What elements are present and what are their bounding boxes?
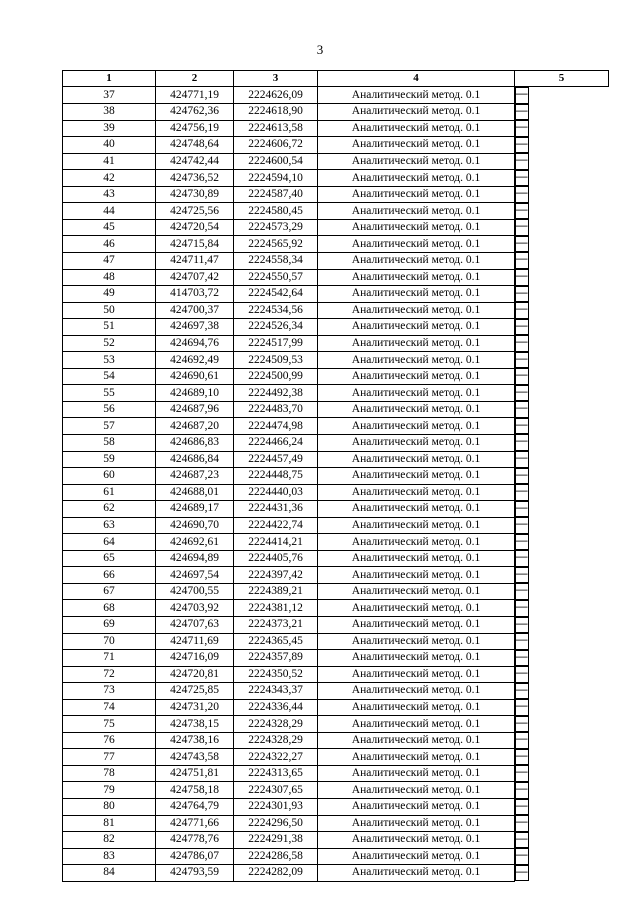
x-coordinate-cell: 424771,66	[156, 815, 234, 832]
accuracy-cell: —	[515, 219, 529, 236]
accuracy-cell: —	[515, 104, 529, 121]
point-number-cell: 54	[63, 368, 156, 385]
accuracy-cell: —	[515, 617, 529, 634]
y-coordinate-cell: 2224405,76	[234, 550, 318, 567]
y-coordinate-cell: 2224558,34	[234, 252, 318, 269]
accuracy-cell: —	[515, 832, 529, 849]
coordinates-table	[62, 70, 609, 882]
point-number-cell: 56	[63, 401, 156, 418]
y-coordinate-cell: 2224313,65	[234, 765, 318, 782]
accuracy-cell: —	[515, 732, 529, 749]
point-number-cell: 84	[63, 865, 156, 882]
point-number-cell: 77	[63, 749, 156, 766]
method-cell: Аналитический метод. 0.1	[318, 683, 515, 700]
accuracy-cell: —	[515, 87, 529, 104]
point-number-cell: 57	[63, 418, 156, 435]
table-row	[63, 600, 609, 617]
table-row	[63, 186, 609, 203]
table-row	[63, 319, 609, 336]
point-number-cell: 82	[63, 832, 156, 849]
point-number-cell: 40	[63, 137, 156, 154]
accuracy-cell: —	[515, 683, 529, 700]
x-coordinate-cell: 424742,44	[156, 153, 234, 170]
y-coordinate-cell: 2224600,54	[234, 153, 318, 170]
y-coordinate-cell: 2224296,50	[234, 815, 318, 832]
x-coordinate-cell: 424751,81	[156, 765, 234, 782]
point-number-cell: 53	[63, 352, 156, 369]
x-coordinate-cell: 424771,19	[156, 87, 234, 104]
method-cell: Аналитический метод. 0.1	[318, 600, 515, 617]
accuracy-cell: —	[515, 252, 529, 269]
x-coordinate-cell: 424758,18	[156, 782, 234, 799]
point-number-cell: 72	[63, 666, 156, 683]
method-cell: Аналитический метод. 0.1	[318, 716, 515, 733]
method-cell: Аналитический метод. 0.1	[318, 120, 515, 137]
table-row	[63, 583, 609, 600]
method-cell: Аналитический метод. 0.1	[318, 832, 515, 849]
point-number-cell: 69	[63, 617, 156, 634]
table-row	[63, 401, 609, 418]
y-coordinate-cell: 2224291,38	[234, 832, 318, 849]
table-row	[63, 699, 609, 716]
point-number-cell: 51	[63, 319, 156, 336]
x-coordinate-cell: 424738,16	[156, 732, 234, 749]
point-number-cell: 63	[63, 517, 156, 534]
table-row	[63, 865, 609, 882]
x-coordinate-cell: 424692,61	[156, 534, 234, 551]
method-cell: Аналитический метод. 0.1	[318, 451, 515, 468]
table-row	[63, 451, 609, 468]
table-row	[63, 534, 609, 551]
table-row	[63, 782, 609, 799]
y-coordinate-cell: 2224328,29	[234, 732, 318, 749]
method-cell: Аналитический метод. 0.1	[318, 319, 515, 336]
x-coordinate-cell: 424686,83	[156, 434, 234, 451]
accuracy-cell: —	[515, 385, 529, 402]
y-coordinate-cell: 2224517,99	[234, 335, 318, 352]
table-row	[63, 550, 609, 567]
x-coordinate-cell: 424688,01	[156, 484, 234, 501]
x-coordinate-cell: 424694,76	[156, 335, 234, 352]
x-coordinate-cell: 424689,10	[156, 385, 234, 402]
x-coordinate-cell: 424687,96	[156, 401, 234, 418]
table-row	[63, 252, 609, 269]
y-coordinate-cell: 2224389,21	[234, 583, 318, 600]
point-number-cell: 66	[63, 567, 156, 584]
method-cell: Аналитический метод. 0.1	[318, 269, 515, 286]
method-cell: Аналитический метод. 0.1	[318, 732, 515, 749]
table-row	[63, 749, 609, 766]
table-row	[63, 286, 609, 303]
column-header-1: 1	[63, 71, 156, 87]
point-number-cell: 62	[63, 501, 156, 518]
y-coordinate-cell: 2224440,03	[234, 484, 318, 501]
y-coordinate-cell: 2224587,40	[234, 186, 318, 203]
accuracy-cell: —	[515, 203, 529, 220]
accuracy-cell: —	[515, 418, 529, 435]
y-coordinate-cell: 2224282,09	[234, 865, 318, 882]
accuracy-cell: —	[515, 550, 529, 567]
table-row	[63, 385, 609, 402]
table-row	[63, 302, 609, 319]
y-coordinate-cell: 2224492,38	[234, 385, 318, 402]
y-coordinate-cell: 2224336,44	[234, 699, 318, 716]
x-coordinate-cell: 424743,58	[156, 749, 234, 766]
point-number-cell: 73	[63, 683, 156, 700]
accuracy-cell: —	[515, 401, 529, 418]
table-row	[63, 666, 609, 683]
y-coordinate-cell: 2224350,52	[234, 666, 318, 683]
table-row	[63, 269, 609, 286]
x-coordinate-cell: 424786,07	[156, 848, 234, 865]
y-coordinate-cell: 2224307,65	[234, 782, 318, 799]
accuracy-cell: —	[515, 236, 529, 253]
table-row	[63, 799, 609, 816]
x-coordinate-cell: 424725,56	[156, 203, 234, 220]
y-coordinate-cell: 2224626,09	[234, 87, 318, 104]
accuracy-cell: —	[515, 534, 529, 551]
y-coordinate-cell: 2224509,53	[234, 352, 318, 369]
table-row	[63, 650, 609, 667]
method-cell: Аналитический метод. 0.1	[318, 567, 515, 584]
x-coordinate-cell: 424700,37	[156, 302, 234, 319]
table-row	[63, 153, 609, 170]
point-number-cell: 44	[63, 203, 156, 220]
point-number-cell: 52	[63, 335, 156, 352]
y-coordinate-cell: 2224422,74	[234, 517, 318, 534]
method-cell: Аналитический метод. 0.1	[318, 203, 515, 220]
accuracy-cell: —	[515, 286, 529, 303]
x-coordinate-cell: 424748,64	[156, 137, 234, 154]
method-cell: Аналитический метод. 0.1	[318, 765, 515, 782]
table-row	[63, 567, 609, 584]
point-number-cell: 55	[63, 385, 156, 402]
point-number-cell: 68	[63, 600, 156, 617]
method-cell: Аналитический метод. 0.1	[318, 666, 515, 683]
accuracy-cell: —	[515, 501, 529, 518]
page-number: 3	[316, 42, 324, 57]
x-coordinate-cell: 424686,84	[156, 451, 234, 468]
point-number-cell: 71	[63, 650, 156, 667]
x-coordinate-cell: 424687,20	[156, 418, 234, 435]
table-row	[63, 683, 609, 700]
method-cell: Аналитический метод. 0.1	[318, 137, 515, 154]
accuracy-cell: —	[515, 749, 529, 766]
y-coordinate-cell: 2224381,12	[234, 600, 318, 617]
y-coordinate-cell: 2224474,98	[234, 418, 318, 435]
point-number-cell: 70	[63, 633, 156, 650]
accuracy-cell: —	[515, 120, 529, 137]
method-cell: Аналитический метод. 0.1	[318, 848, 515, 865]
table-row	[63, 104, 609, 121]
y-coordinate-cell: 2224448,75	[234, 468, 318, 485]
point-number-cell: 75	[63, 716, 156, 733]
x-coordinate-cell: 424690,61	[156, 368, 234, 385]
accuracy-cell: —	[515, 583, 529, 600]
table-row	[63, 815, 609, 832]
table-row	[63, 137, 609, 154]
method-cell: Аналитический метод. 0.1	[318, 782, 515, 799]
accuracy-cell: —	[515, 799, 529, 816]
table-row	[63, 352, 609, 369]
point-number-cell: 49	[63, 286, 156, 303]
table-row	[63, 368, 609, 385]
table-row	[63, 832, 609, 849]
accuracy-cell: —	[515, 269, 529, 286]
point-number-cell: 81	[63, 815, 156, 832]
x-coordinate-cell: 424707,42	[156, 269, 234, 286]
y-coordinate-cell: 2224457,49	[234, 451, 318, 468]
point-number-cell: 45	[63, 219, 156, 236]
table-row	[63, 848, 609, 865]
accuracy-cell: —	[515, 137, 529, 154]
x-coordinate-cell: 424687,23	[156, 468, 234, 485]
accuracy-cell: —	[515, 335, 529, 352]
point-number-cell: 43	[63, 186, 156, 203]
method-cell: Аналитический метод. 0.1	[318, 186, 515, 203]
y-coordinate-cell: 2224343,37	[234, 683, 318, 700]
y-coordinate-cell: 2224301,93	[234, 799, 318, 816]
x-coordinate-cell: 424738,15	[156, 716, 234, 733]
y-coordinate-cell: 2224365,45	[234, 633, 318, 650]
accuracy-cell: —	[515, 468, 529, 485]
accuracy-cell: —	[515, 319, 529, 336]
table-row	[63, 203, 609, 220]
method-cell: Аналитический метод. 0.1	[318, 170, 515, 187]
method-cell: Аналитический метод. 0.1	[318, 865, 515, 882]
method-cell: Аналитический метод. 0.1	[318, 799, 515, 816]
accuracy-cell: —	[515, 716, 529, 733]
accuracy-cell: —	[515, 434, 529, 451]
method-cell: Аналитический метод. 0.1	[318, 368, 515, 385]
table-row	[63, 170, 609, 187]
method-cell: Аналитический метод. 0.1	[318, 236, 515, 253]
method-cell: Аналитический метод. 0.1	[318, 434, 515, 451]
accuracy-cell: —	[515, 186, 529, 203]
y-coordinate-cell: 2224594,10	[234, 170, 318, 187]
method-cell: Аналитический метод. 0.1	[318, 517, 515, 534]
point-number-cell: 60	[63, 468, 156, 485]
y-coordinate-cell: 2224286,58	[234, 848, 318, 865]
accuracy-cell: —	[515, 517, 529, 534]
point-number-cell: 78	[63, 765, 156, 782]
x-coordinate-cell: 424715,84	[156, 236, 234, 253]
point-number-cell: 59	[63, 451, 156, 468]
column-header-2: 2	[156, 71, 234, 87]
x-coordinate-cell: 424700,55	[156, 583, 234, 600]
y-coordinate-cell: 2224357,89	[234, 650, 318, 667]
point-number-cell: 48	[63, 269, 156, 286]
y-coordinate-cell: 2224431,36	[234, 501, 318, 518]
method-cell: Аналитический метод. 0.1	[318, 534, 515, 551]
table-row	[63, 434, 609, 451]
table-row	[63, 501, 609, 518]
x-coordinate-cell: 414703,72	[156, 286, 234, 303]
accuracy-cell: —	[515, 368, 529, 385]
x-coordinate-cell: 424689,17	[156, 501, 234, 518]
y-coordinate-cell: 2224573,29	[234, 219, 318, 236]
table-row	[63, 732, 609, 749]
y-coordinate-cell: 2224565,92	[234, 236, 318, 253]
method-cell: Аналитический метод. 0.1	[318, 385, 515, 402]
method-cell: Аналитический метод. 0.1	[318, 286, 515, 303]
table-row	[63, 219, 609, 236]
y-coordinate-cell: 2224322,27	[234, 749, 318, 766]
x-coordinate-cell: 424707,63	[156, 617, 234, 634]
point-number-cell: 76	[63, 732, 156, 749]
method-cell: Аналитический метод. 0.1	[318, 550, 515, 567]
table-row	[63, 617, 609, 634]
accuracy-cell: —	[515, 815, 529, 832]
y-coordinate-cell: 2224397,42	[234, 567, 318, 584]
accuracy-cell: —	[515, 650, 529, 667]
table-row	[63, 236, 609, 253]
accuracy-cell: —	[515, 153, 529, 170]
x-coordinate-cell: 424697,54	[156, 567, 234, 584]
point-number-cell: 67	[63, 583, 156, 600]
method-cell: Аналитический метод. 0.1	[318, 153, 515, 170]
y-coordinate-cell: 2224328,29	[234, 716, 318, 733]
accuracy-cell: —	[515, 666, 529, 683]
method-cell: Аналитический метод. 0.1	[318, 699, 515, 716]
point-number-cell: 39	[63, 120, 156, 137]
table-row	[63, 633, 609, 650]
y-coordinate-cell: 2224526,34	[234, 319, 318, 336]
accuracy-cell: —	[515, 633, 529, 650]
y-coordinate-cell: 2224414,21	[234, 534, 318, 551]
table-body	[63, 87, 609, 882]
method-cell: Аналитический метод. 0.1	[318, 418, 515, 435]
point-number-cell: 64	[63, 534, 156, 551]
x-coordinate-cell: 424694,89	[156, 550, 234, 567]
method-cell: Аналитический метод. 0.1	[318, 352, 515, 369]
accuracy-cell: —	[515, 848, 529, 865]
accuracy-cell: —	[515, 765, 529, 782]
accuracy-cell: —	[515, 567, 529, 584]
y-coordinate-cell: 2224466,24	[234, 434, 318, 451]
y-coordinate-cell: 2224606,72	[234, 137, 318, 154]
y-coordinate-cell: 2224373,21	[234, 617, 318, 634]
column-header-5: 5	[515, 71, 609, 87]
x-coordinate-cell: 424690,70	[156, 517, 234, 534]
point-number-cell: 50	[63, 302, 156, 319]
accuracy-cell: —	[515, 484, 529, 501]
method-cell: Аналитический метод. 0.1	[318, 252, 515, 269]
method-cell: Аналитический метод. 0.1	[318, 401, 515, 418]
x-coordinate-cell: 424778,76	[156, 832, 234, 849]
point-number-cell: 79	[63, 782, 156, 799]
x-coordinate-cell: 424764,79	[156, 799, 234, 816]
method-cell: Аналитический метод. 0.1	[318, 87, 515, 104]
y-coordinate-cell: 2224550,57	[234, 269, 318, 286]
method-cell: Аналитический метод. 0.1	[318, 650, 515, 667]
column-header-4: 4	[318, 71, 515, 87]
accuracy-cell: —	[515, 170, 529, 187]
method-cell: Аналитический метод. 0.1	[318, 219, 515, 236]
point-number-cell: 41	[63, 153, 156, 170]
x-coordinate-cell: 424756,19	[156, 120, 234, 137]
y-coordinate-cell: 2224500,99	[234, 368, 318, 385]
accuracy-cell: —	[515, 451, 529, 468]
method-cell: Аналитический метод. 0.1	[318, 501, 515, 518]
method-cell: Аналитический метод. 0.1	[318, 633, 515, 650]
point-number-cell: 65	[63, 550, 156, 567]
x-coordinate-cell: 424692,49	[156, 352, 234, 369]
accuracy-cell: —	[515, 865, 529, 882]
accuracy-cell: —	[515, 352, 529, 369]
x-coordinate-cell: 424793,59	[156, 865, 234, 882]
x-coordinate-cell: 424711,47	[156, 252, 234, 269]
x-coordinate-cell: 424703,92	[156, 600, 234, 617]
x-coordinate-cell: 424762,36	[156, 104, 234, 121]
method-cell: Аналитический метод. 0.1	[318, 617, 515, 634]
table-row	[63, 335, 609, 352]
point-number-cell: 37	[63, 87, 156, 104]
point-number-cell: 38	[63, 104, 156, 121]
x-coordinate-cell: 424697,38	[156, 319, 234, 336]
table-row	[63, 716, 609, 733]
accuracy-cell: —	[515, 782, 529, 799]
x-coordinate-cell: 424711,69	[156, 633, 234, 650]
x-coordinate-cell: 424720,54	[156, 219, 234, 236]
method-cell: Аналитический метод. 0.1	[318, 484, 515, 501]
table-row	[63, 468, 609, 485]
x-coordinate-cell: 424720,81	[156, 666, 234, 683]
table-row	[63, 765, 609, 782]
accuracy-cell: —	[515, 302, 529, 319]
x-coordinate-cell: 424725,85	[156, 683, 234, 700]
point-number-cell: 46	[63, 236, 156, 253]
accuracy-cell: —	[515, 699, 529, 716]
column-header-3: 3	[234, 71, 318, 87]
point-number-cell: 58	[63, 434, 156, 451]
table-row	[63, 484, 609, 501]
method-cell: Аналитический метод. 0.1	[318, 104, 515, 121]
y-coordinate-cell: 2224534,56	[234, 302, 318, 319]
y-coordinate-cell: 2224542,64	[234, 286, 318, 303]
method-cell: Аналитический метод. 0.1	[318, 335, 515, 352]
method-cell: Аналитический метод. 0.1	[318, 749, 515, 766]
table-row	[63, 418, 609, 435]
point-number-cell: 80	[63, 799, 156, 816]
method-cell: Аналитический метод. 0.1	[318, 468, 515, 485]
y-coordinate-cell: 2224580,45	[234, 203, 318, 220]
point-number-cell: 42	[63, 170, 156, 187]
x-coordinate-cell: 424731,20	[156, 699, 234, 716]
point-number-cell: 47	[63, 252, 156, 269]
accuracy-cell: —	[515, 600, 529, 617]
method-cell: Аналитический метод. 0.1	[318, 302, 515, 319]
y-coordinate-cell: 2224613,58	[234, 120, 318, 137]
point-number-cell: 74	[63, 699, 156, 716]
method-cell: Аналитический метод. 0.1	[318, 815, 515, 832]
table-row	[63, 87, 609, 104]
x-coordinate-cell: 424736,52	[156, 170, 234, 187]
point-number-cell: 83	[63, 848, 156, 865]
point-number-cell: 61	[63, 484, 156, 501]
table-header-row	[63, 71, 609, 87]
method-cell: Аналитический метод. 0.1	[318, 583, 515, 600]
x-coordinate-cell: 424716,09	[156, 650, 234, 667]
y-coordinate-cell: 2224483,70	[234, 401, 318, 418]
table-row	[63, 120, 609, 137]
table-row	[63, 517, 609, 534]
x-coordinate-cell: 424730,89	[156, 186, 234, 203]
y-coordinate-cell: 2224618,90	[234, 104, 318, 121]
